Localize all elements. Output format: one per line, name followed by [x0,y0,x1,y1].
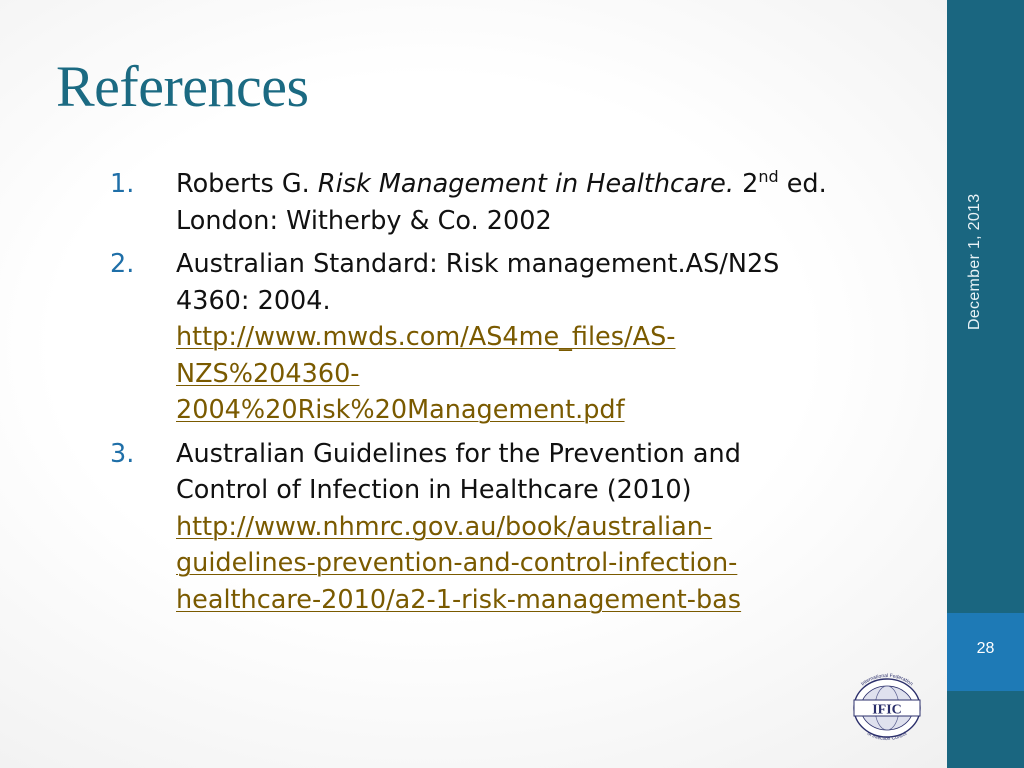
reference-link-line[interactable]: NZS%204360- [176,358,360,389]
reference-edition-suffix: nd [758,167,779,186]
reference-item-2 [110,246,830,429]
reference-link-line[interactable]: http://www.mwds.com/AS4me_files/AS- [176,322,676,352]
page-number: 28 [976,640,995,657]
reference-text: Australian Standard: Risk management.AS/N2S 4360: 2004. [176,249,780,316]
logo-ring-bottom-path: of Infection Control [866,730,909,742]
reference-link-line[interactable]: guidelines-prevention-and-control-infection- [176,548,738,578]
slide-date: December 1, 2013 [966,193,983,330]
reference-title: Risk Management in Healthcare. [317,169,734,199]
logo-text: IFIC [872,702,902,718]
reference-link-line[interactable]: healthcare-2010/a2-1-risk-management-bas [176,584,742,615]
reference-item-3 [110,436,830,619]
reference-link-line[interactable]: 2004%20Risk%20Management.pdf [176,395,625,425]
ific-logo [840,672,934,742]
reference-link-line[interactable]: http://www.nhmrc.gov.au/book/australian- [176,511,713,542]
reference-author: Roberts G. [176,169,310,199]
reference-text [176,169,827,236]
reference-number: 2. [110,249,135,279]
logo-ring-top-path: International Federation [860,672,914,688]
reference-text: Australian Guidelines for the Prevention and Control of Infection in Healthcare (2010) [176,438,741,505]
reference-publisher: ed. London: Witherby & Co. 2002 [176,169,827,236]
reference-list [110,166,830,625]
page-number-box [947,613,1024,691]
reference-item-1 [110,166,830,239]
reference-edition: 2 [742,169,759,199]
reference-number: 3. [110,438,135,469]
slide-title: References [56,54,309,119]
reference-number: 1. [110,169,135,199]
